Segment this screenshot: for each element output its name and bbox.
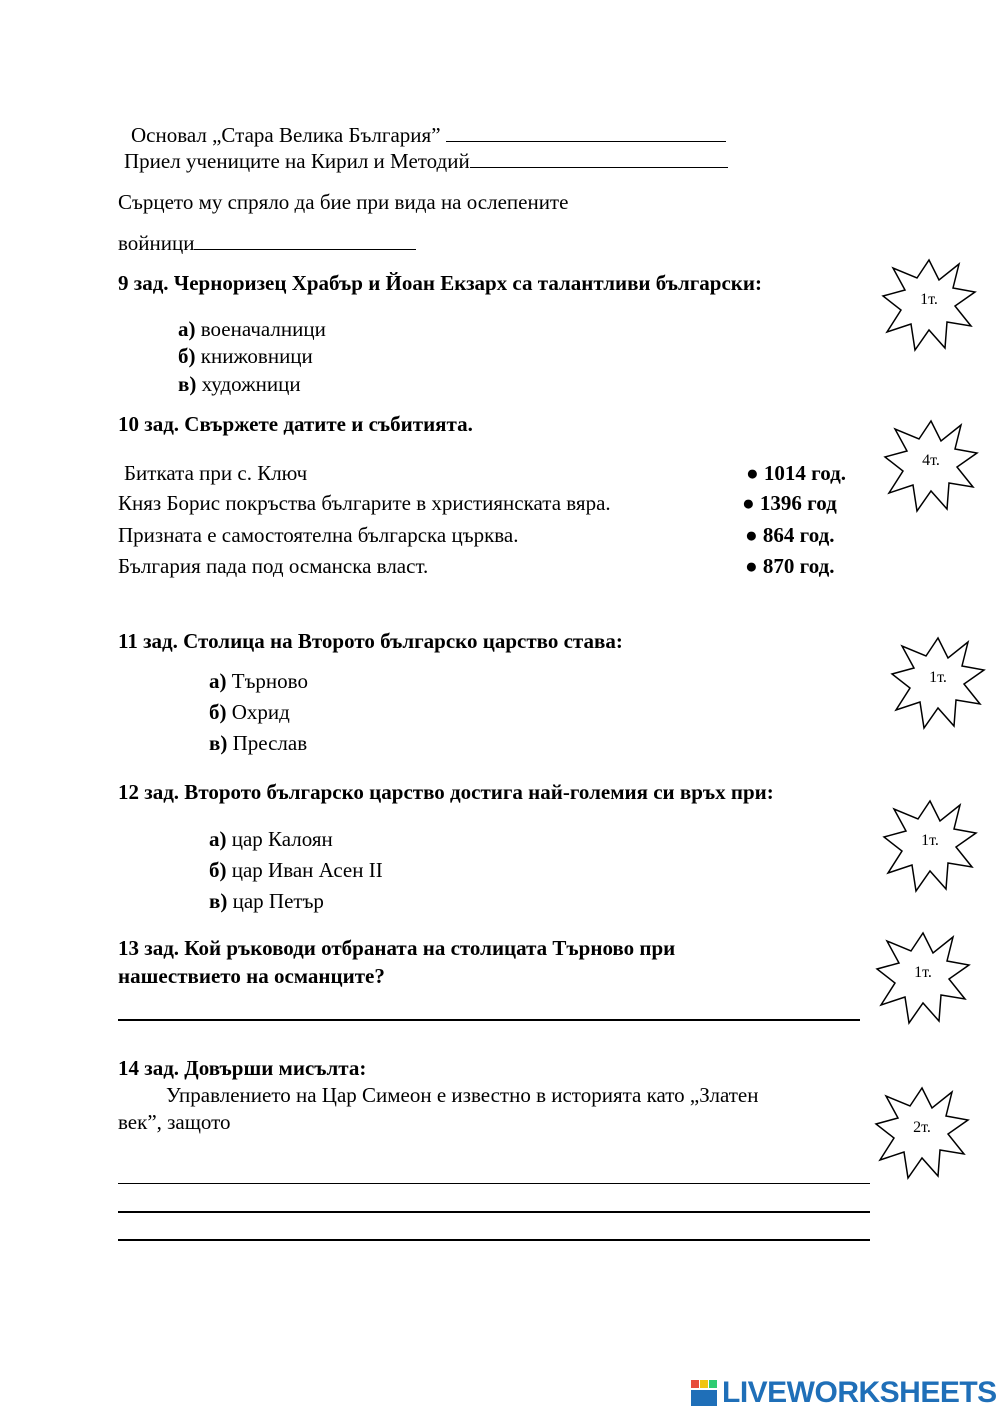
q10-date-4[interactable]: ● 870 год. — [745, 554, 835, 578]
q11-option-a[interactable] — [209, 668, 308, 694]
points-star-q14 — [872, 1080, 972, 1180]
points-star-q13 — [873, 925, 973, 1025]
q14-text-line-2: век”, защото — [118, 1110, 231, 1134]
liveworksheets-logo-icon — [690, 1378, 718, 1408]
q10-event-3[interactable]: Призната е самостоятелна българска църква. — [118, 523, 519, 547]
q14-text-line-1: Управлението на Цар Симеон е известно в историята като „Златен — [166, 1083, 759, 1107]
q9-option-c[interactable] — [178, 371, 301, 397]
q14-answer-line-1[interactable] — [118, 1183, 870, 1184]
option-text: художници — [201, 372, 301, 396]
option-text: цар Калоян — [231, 827, 333, 851]
points-label: 4т. — [922, 452, 940, 469]
intro-line-3 — [118, 189, 568, 215]
points-star-q12 — [880, 793, 980, 893]
option-letter: б) — [209, 700, 227, 724]
intro-line-1 — [131, 122, 726, 148]
q11-option-c[interactable] — [209, 730, 307, 756]
question-14-title: 14 зад. Довърши мисълта: — [118, 1056, 367, 1080]
q10-event-4[interactable]: България пада под османска власт. — [118, 554, 429, 578]
question-10-title: 10 зад. Свържете датите и събитията. — [118, 412, 473, 436]
question-13-title-line-2: нашествието на османците? — [118, 964, 385, 988]
points-label: 1т. — [914, 964, 932, 981]
points-label: 1т. — [921, 832, 939, 849]
option-text: книжовници — [200, 344, 313, 368]
option-letter: в) — [209, 731, 228, 755]
brand-name: LIVEWORKSHEETS — [722, 1376, 997, 1409]
option-text: цар Иван Асен II — [231, 858, 383, 882]
points-star-q10 — [881, 413, 981, 513]
intro-line-2 — [124, 148, 728, 174]
question-11-title: 11 зад. Столица на Второто българско царство става: — [118, 629, 623, 653]
q12-option-c[interactable] — [209, 888, 324, 914]
q12-option-b[interactable] — [209, 857, 383, 883]
intro-text-3: Сърцето му спряло да бие при вида на ослепените — [118, 190, 569, 214]
option-letter: а) — [178, 317, 196, 341]
q10-event-2[interactable]: Княз Борис покръства българите в християнската вяра. — [118, 491, 611, 515]
liveworksheets-logo — [690, 1375, 997, 1411]
q10-event-1[interactable]: Битката при с. Ключ — [124, 461, 308, 485]
points-label: 1т. — [920, 291, 938, 308]
option-text: Преслав — [232, 731, 308, 755]
points-star-q11 — [888, 630, 988, 730]
option-letter: а) — [209, 669, 227, 693]
points-label: 2т. — [913, 1119, 931, 1136]
intro-text-2: Приел учениците на Кирил и Методий — [124, 149, 470, 173]
question-13-title-line-1: 13 зад. Кой ръководи отбраната на столицата Търново при — [118, 936, 676, 960]
points-label: 1т. — [929, 669, 947, 686]
option-text: военачалници — [200, 317, 326, 341]
q10-date-1[interactable]: ● 1014 год. — [746, 461, 846, 485]
q10-date-2[interactable]: ● 1396 год — [742, 491, 837, 515]
intro-line-4 — [118, 230, 416, 256]
option-letter: б) — [178, 344, 196, 368]
option-letter: а) — [209, 827, 227, 851]
answer-blank-2[interactable] — [470, 149, 728, 168]
option-text: Охрид — [231, 700, 290, 724]
q9-option-a[interactable] — [178, 316, 326, 342]
q14-answer-line-3[interactable] — [118, 1239, 870, 1241]
question-12-title: 12 зад. Второто българско царство достига най-големия си връх при: — [118, 780, 774, 804]
option-text: цар Петър — [232, 889, 324, 913]
q12-option-a[interactable] — [209, 826, 333, 852]
q11-option-b[interactable] — [209, 699, 290, 725]
option-letter: в) — [209, 889, 228, 913]
option-letter: б) — [209, 858, 227, 882]
q13-answer-line[interactable] — [118, 1019, 860, 1021]
option-letter: в) — [178, 372, 197, 396]
intro-text-1: Основал „Стара Велика България” — [131, 123, 441, 147]
points-star-q9 — [879, 252, 979, 352]
q14-answer-line-2[interactable] — [118, 1211, 870, 1213]
intro-text-4: войници — [118, 231, 195, 255]
option-text: Търново — [231, 669, 308, 693]
q9-option-b[interactable] — [178, 343, 313, 369]
answer-blank-3[interactable] — [194, 231, 416, 250]
answer-blank-1[interactable] — [446, 123, 726, 142]
q10-date-3[interactable]: ● 864 год. — [745, 523, 835, 547]
question-9-title: 9 зад. Черноризец Храбър и Йоан Екзарх са талантливи български: — [118, 271, 762, 295]
